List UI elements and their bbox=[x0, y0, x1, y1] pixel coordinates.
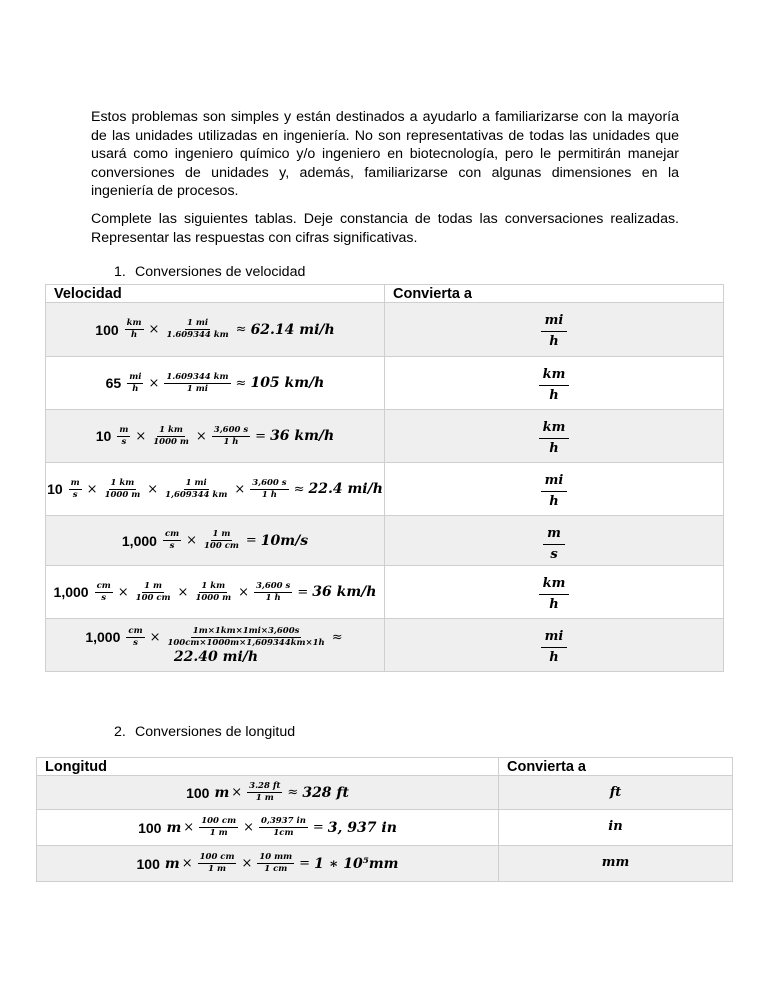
intro-paragraph-2: Complete las siguientes tablas. Deje constancia de todas las conversaciones realizadas. Representar las respuestas con cifras significativas. bbox=[91, 211, 679, 246]
target-unit-cell: $\frac{km}{h}$ bbox=[385, 357, 724, 410]
target-unit-cell: $\frac{km}{h}$ bbox=[385, 566, 724, 619]
velocity-col-header: Velocidad bbox=[46, 285, 385, 303]
length-col-header: Longitud bbox=[37, 758, 499, 776]
velocity-table bbox=[45, 284, 724, 672]
target-unit-cell: $\frac{m}{s}$ bbox=[385, 516, 724, 566]
convert-col-header: Convierta a bbox=[499, 758, 733, 776]
velocity-cell: 100 $\frac{km}{h}$ × $\frac{1 mi}{1.609344 km}$ ≈ 62.14 mi/h bbox=[46, 303, 385, 357]
section-2-title: Conversiones de longitud bbox=[135, 724, 296, 740]
velocity-cell: 65 $\frac{mi}{h}$ × $\frac{1.609344 km}{1 mi}$ ≈ 105 km/h bbox=[46, 357, 385, 410]
table-row bbox=[46, 357, 724, 410]
velocity-result: 105 km/h bbox=[250, 375, 325, 391]
target-unit-cell: ft bbox=[499, 776, 733, 810]
length-cell: 100 m × $\frac{100 cm}{1 m}$ × $\frac{10 mm}{1 cm}$ = 1 ∗ 10⁵mm bbox=[37, 846, 499, 882]
length-cell: 100 m × $\frac{3.28 ft}{1 m}$ ≈ 328 ft bbox=[37, 776, 499, 810]
target-unit-cell: $\frac{km}{h}$ bbox=[385, 410, 724, 463]
velocity-table-header bbox=[46, 285, 724, 303]
velocity-cell: 10 $\frac{m}{s}$ × $\frac{1 km}{1000 m}$ × $\frac{1 mi}{1,609344 km}$ × $\frac{3,600 s}{1 h}$ ≈ 22.4 mi/h bbox=[46, 463, 385, 516]
section-2-number: 2. bbox=[114, 724, 126, 740]
target-unit-cell: in bbox=[499, 810, 733, 846]
velocity-cell: 1,000 $\frac{cm}{s}$ × $\frac{1m\times 1km\times 1mi\times 3,600s}{100cm\times 1000m\times 1,609344km\times 1h}$ ≈ 22.40 mi/h bbox=[46, 619, 385, 672]
velocity-result: 36 km/h bbox=[312, 584, 377, 600]
table-row bbox=[37, 810, 733, 846]
convert-col-header: Convierta a bbox=[385, 285, 724, 303]
section-1-heading bbox=[114, 264, 305, 280]
target-unit-cell: $\frac{mi}{h}$ bbox=[385, 463, 724, 516]
table-row bbox=[46, 566, 724, 619]
section-2-heading bbox=[114, 724, 295, 740]
velocity-result: 22.4 mi/h bbox=[308, 481, 383, 497]
table-row bbox=[46, 516, 724, 566]
intro-paragraph-1: Estos problemas son simples y están destinados a ayudarlo a familiarizarse con la mayoría de las unidades utilizadas en ingeniería. No son representativas de todas las unidades que usará como ingeniero químico y/o ingeniero en biotecnología, pero le permitirán manejar conversiones de unidades y, además, familiarizarse con algunas dimensiones en la ingeniería de procesos. bbox=[91, 109, 679, 200]
length-table-header bbox=[37, 758, 733, 776]
velocity-result: 10m/s bbox=[260, 532, 309, 549]
target-unit-cell: mm bbox=[499, 846, 733, 882]
table-row bbox=[46, 463, 724, 516]
target-unit-cell: $\frac{mi}{h}$ bbox=[385, 619, 724, 672]
table-row bbox=[46, 619, 724, 672]
velocity-result: 36 km/h bbox=[270, 428, 335, 444]
velocity-cell: 1,000 $\frac{cm}{s}$ × $\frac{1 m}{100 cm}$ = 10m/s bbox=[46, 516, 385, 566]
velocity-cell: 1,000 $\frac{cm}{s}$ × $\frac{1 m}{100 cm}$ × $\frac{1 km}{1000 m}$ × $\frac{3,600 s}{1 h}$ = 36 km/h bbox=[46, 566, 385, 619]
section-1-number: 1. bbox=[114, 264, 126, 280]
target-unit-cell: $\frac{mi}{h}$ bbox=[385, 303, 724, 357]
table-row bbox=[46, 303, 724, 357]
length-result: 328 ft bbox=[302, 784, 349, 801]
table-row bbox=[37, 776, 733, 810]
table-row bbox=[37, 846, 733, 882]
length-result: 3, 937 in bbox=[327, 819, 397, 836]
velocity-result: 62.14 mi/h bbox=[250, 321, 335, 338]
length-table bbox=[36, 757, 733, 882]
section-1-title: Conversiones de velocidad bbox=[135, 264, 306, 280]
velocity-cell: 10 $\frac{m}{s}$ × $\frac{1 km}{1000 m}$ × $\frac{3,600 s}{1 h}$ = 36 km/h bbox=[46, 410, 385, 463]
velocity-result: 22.40 mi/h bbox=[173, 648, 259, 665]
length-result: 1 ∗ 10⁵mm bbox=[314, 855, 399, 872]
length-cell: 100 m × $\frac{100 cm}{1 m}$ × $\frac{0,3937 in}{1cm}$ = 3, 937 in bbox=[37, 810, 499, 846]
table-row bbox=[46, 410, 724, 463]
